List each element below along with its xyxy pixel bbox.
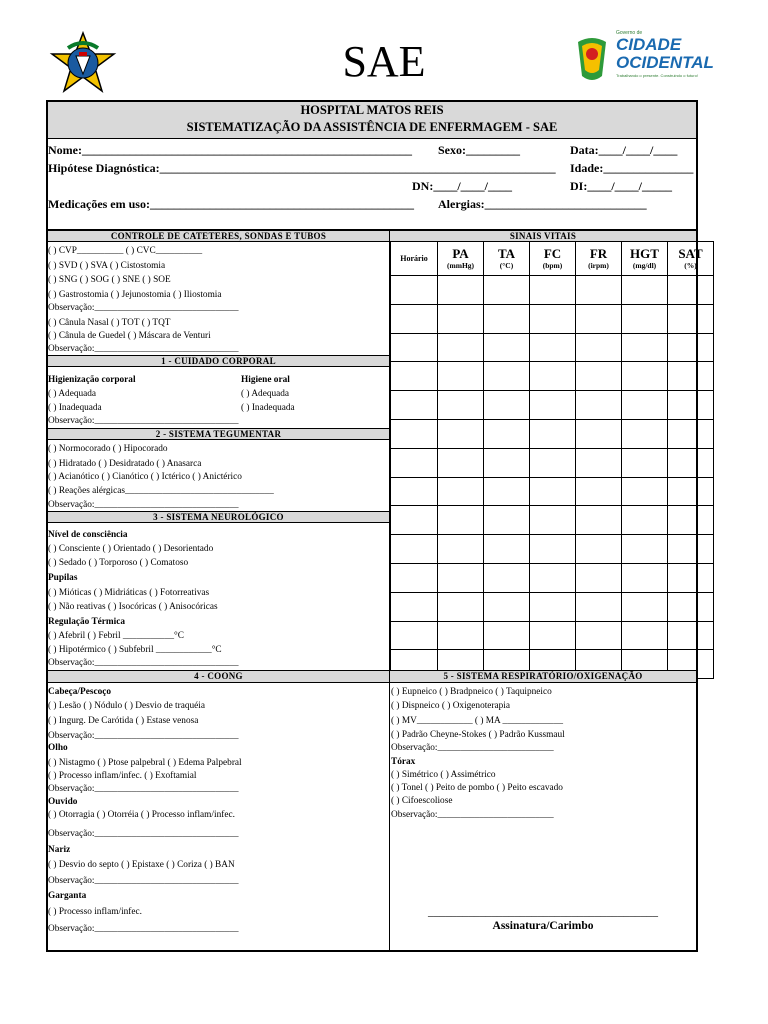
resp-observacao-1[interactable]: Observação:_________________________ <box>391 743 554 753</box>
cabeca-pescoco-label: Cabeça/Pescoço <box>48 687 111 697</box>
coong-observacao-3[interactable]: Observação:_______________________________ <box>48 829 239 839</box>
vitais-cell[interactable] <box>530 477 576 506</box>
vitais-cell[interactable] <box>668 391 714 420</box>
vitais-fr-unit: (irpm) <box>588 261 609 270</box>
tegumentar-section-header: 2 - SISTEMA TEGUMENTAR <box>48 428 389 440</box>
sexo-field[interactable]: Sexo:_________ <box>438 143 520 157</box>
garganta-label: Garganta <box>48 891 87 901</box>
vitais-hgt-unit: (mg/dl) <box>632 261 657 270</box>
vitais-col-pa <box>438 242 484 276</box>
vitais-row <box>391 477 714 506</box>
neuro-line-2[interactable]: ( ) Sedado ( ) Torporoso ( ) Comatoso <box>48 558 189 568</box>
neuro-line-1[interactable]: ( ) Consciente ( ) Orientado ( ) Desorientado <box>48 544 214 554</box>
resp-line-4[interactable]: ( ) Padrão Cheyne-Stokes ( ) Padrão Kussmaul <box>391 730 565 740</box>
resp-line-2[interactable]: ( ) Dispneico ( ) Oxigenoterapia <box>391 701 511 711</box>
vitais-col-horario <box>391 242 438 276</box>
data-field[interactable]: Data:____/____/____ <box>570 143 678 157</box>
hig-oral-adequada[interactable]: ( ) Adequada <box>241 389 290 399</box>
vitais-cell[interactable] <box>484 419 530 448</box>
vitais-cell[interactable] <box>668 592 714 621</box>
vitais-cell[interactable] <box>530 391 576 420</box>
coong-observacao-2[interactable]: Observação:_______________________________ <box>48 784 239 794</box>
vitais-cell[interactable] <box>622 276 668 305</box>
vitais-cell[interactable] <box>576 477 622 506</box>
vitais-fc-unit: (bpm) <box>542 261 563 270</box>
vitais-cell[interactable] <box>668 535 714 564</box>
cuidado-section-header: 1 - CUIDADO CORPORAL <box>48 355 389 367</box>
vitais-row <box>391 304 714 333</box>
pupilas-label: Pupilas <box>48 573 78 583</box>
vitais-cell[interactable] <box>576 592 622 621</box>
vitais-cell[interactable] <box>438 592 484 621</box>
vitais-cell[interactable] <box>391 276 438 305</box>
vitais-cell[interactable] <box>622 362 668 391</box>
hig-corporal-adequada[interactable]: ( ) Adequada <box>48 389 97 399</box>
neuro-line-4[interactable]: ( ) Não reativas ( ) Isocóricas ( ) Anisocóricas <box>48 602 218 612</box>
vitais-row <box>391 621 714 650</box>
signature-label: Assinatura/Carimbo <box>492 920 594 932</box>
vitais-cell[interactable] <box>438 506 484 535</box>
vitais-cell[interactable] <box>391 333 438 362</box>
vitais-cell[interactable] <box>668 621 714 650</box>
vitais-cell[interactable] <box>622 535 668 564</box>
controle-line-1[interactable]: ( ) CVP__________ ( ) CVC__________ <box>48 246 203 256</box>
vitais-cell[interactable] <box>668 304 714 333</box>
vitais-cell[interactable] <box>438 448 484 477</box>
vitais-cell[interactable] <box>530 362 576 391</box>
vitais-row <box>391 419 714 448</box>
coong-olho-line-1[interactable]: ( ) Nistagmo ( ) Ptose palpebral ( ) Edema Palpebral <box>48 758 242 768</box>
vitais-cell[interactable] <box>576 276 622 305</box>
tegumentar-line-2[interactable]: ( ) Hidratado ( ) Desidratado ( ) Anasarca <box>48 459 202 469</box>
vitais-cell[interactable] <box>438 362 484 391</box>
controle-line-6[interactable]: ( ) Cânula de Guedel ( ) Máscara de Venturi <box>48 331 211 341</box>
coong-olho-line-2[interactable]: ( ) Processo inflam/infec. ( ) Exoftamial <box>48 771 197 781</box>
vitais-cell[interactable] <box>438 276 484 305</box>
vitais-cell[interactable] <box>668 477 714 506</box>
vitais-cell[interactable] <box>391 362 438 391</box>
vitais-row <box>391 391 714 420</box>
torax-line-2[interactable]: ( ) Tonel ( ) Peito de pombo ( ) Peito escavado <box>391 783 563 793</box>
vitais-cell[interactable] <box>438 477 484 506</box>
vitais-cell[interactable] <box>622 448 668 477</box>
vitais-cell[interactable] <box>576 506 622 535</box>
vitais-sat-unit: (%) <box>684 261 697 270</box>
vitais-cell[interactable] <box>668 276 714 305</box>
vitais-col-hgt <box>622 242 668 276</box>
logo-tagline: Trabalhando o presente. Construindo o futuro! <box>616 73 698 78</box>
hig-corporal-inadequada[interactable]: ( ) Inadequada <box>48 403 102 413</box>
hipotese-field[interactable]: Hipótese Diagnóstica:__________________________________________________________________ <box>48 161 556 175</box>
tegumentar-line-4[interactable]: ( ) Reações alérgicas________________________________ <box>48 486 274 496</box>
vitais-cell[interactable] <box>668 506 714 535</box>
vitais-cell[interactable] <box>668 362 714 391</box>
vitais-cell[interactable] <box>530 563 576 592</box>
cuidado-observacao[interactable]: Observação:_______________________________ <box>48 416 239 426</box>
vitais-cell[interactable] <box>530 276 576 305</box>
tegumentar-line-3[interactable]: ( ) Acianótico ( ) Cianótico ( ) Ictérico ( ) Anictérico <box>48 472 242 482</box>
torax-label: Tórax <box>391 757 416 767</box>
nivel-consciencia-label: Nível de consciência <box>48 530 128 540</box>
vitais-cell[interactable] <box>391 304 438 333</box>
vitais-cell[interactable] <box>576 448 622 477</box>
nariz-label: Nariz <box>48 845 71 855</box>
vitais-cell[interactable] <box>530 304 576 333</box>
controle-line-4[interactable]: ( ) Gastrostomia ( ) Jejunostomia ( ) Iliostomia <box>48 290 222 300</box>
vitais-cell[interactable] <box>438 333 484 362</box>
vitais-horario-label: Horário <box>400 254 428 263</box>
torax-line-3[interactable]: ( ) Cifoescoliose <box>391 796 453 806</box>
vitais-cell[interactable] <box>438 419 484 448</box>
vitais-cell[interactable] <box>484 304 530 333</box>
vitais-cell[interactable] <box>391 563 438 592</box>
vitais-cell[interactable] <box>576 362 622 391</box>
vitais-cell[interactable] <box>622 563 668 592</box>
page-title: SAE <box>342 37 426 86</box>
nome-field[interactable]: Nome:_______________________________________________________ <box>48 143 412 157</box>
vitais-col-ta <box>484 242 530 276</box>
vitais-row <box>391 276 714 305</box>
form-header <box>48 102 696 139</box>
sinais-vitais-header: SINAIS VITAIS <box>390 230 696 242</box>
vitais-cell[interactable] <box>484 592 530 621</box>
vitais-cell[interactable] <box>484 535 530 564</box>
vitais-cell[interactable] <box>668 563 714 592</box>
vitais-cell[interactable] <box>391 391 438 420</box>
resp-observacao-2[interactable]: Observação:_________________________ <box>391 810 554 820</box>
controle-line-5[interactable]: ( ) Cânula Nasal ( ) TOT ( ) TQT <box>48 318 171 328</box>
neuro-observacao[interactable]: Observação:_______________________________ <box>48 658 239 668</box>
vitais-row <box>391 506 714 535</box>
vitais-row <box>391 333 714 362</box>
tegumentar-line-1[interactable]: ( ) Normocorado ( ) Hipocorado <box>48 444 168 454</box>
vitais-fc-label: FC <box>543 246 562 261</box>
vitais-cell[interactable] <box>484 506 530 535</box>
vitais-cell[interactable] <box>530 535 576 564</box>
vitais-ta-unit: (°C) <box>499 261 514 270</box>
vitais-fr-label: FR <box>589 246 608 261</box>
coong-cabeca-line-2[interactable]: ( ) Ingurg. De Carótida ( ) Estase venosa <box>48 716 199 726</box>
vitais-cell[interactable] <box>530 419 576 448</box>
vitais-cell[interactable] <box>438 535 484 564</box>
vitais-cell[interactable] <box>438 391 484 420</box>
hig-corporal-label: Higienização corporal <box>48 375 136 385</box>
vitais-cell[interactable] <box>530 506 576 535</box>
logo-text-cidade: CIDADE <box>616 35 682 54</box>
vitais-col-fr <box>576 242 622 276</box>
coong-cabeca-line-1[interactable]: ( ) Lesão ( ) Nódulo ( ) Desvio de traquéia <box>48 701 205 711</box>
vitais-cell[interactable] <box>576 391 622 420</box>
vitais-row <box>391 448 714 477</box>
vitais-cell[interactable] <box>622 391 668 420</box>
neuro-line-3[interactable]: ( ) Mióticas ( ) Midriáticas ( ) Fotorreativas <box>48 588 210 598</box>
vitais-cell[interactable] <box>530 621 576 650</box>
vitais-row <box>391 535 714 564</box>
neuro-line-6[interactable]: ( ) Hipotérmico ( ) Subfebril ____________°C <box>48 645 222 655</box>
vitais-cell[interactable] <box>622 304 668 333</box>
vitais-cell[interactable] <box>391 506 438 535</box>
vitais-row <box>391 362 714 391</box>
vitais-cell[interactable] <box>484 276 530 305</box>
vitais-cell[interactable] <box>530 592 576 621</box>
vitais-cell[interactable] <box>576 304 622 333</box>
vitais-cell[interactable] <box>484 391 530 420</box>
neurologico-section-header: 3 - SISTEMA NEUROLÓGICO <box>48 511 389 523</box>
controle-line-2[interactable]: ( ) SVD ( ) SVA ( ) Cistostomia <box>48 261 166 271</box>
hospital-name: HOSPITAL MATOS REIS <box>300 103 444 117</box>
vitais-cell[interactable] <box>576 621 622 650</box>
torax-line-1[interactable]: ( ) Simétrico ( ) Assimétrico <box>391 770 496 780</box>
vitais-cell[interactable] <box>576 535 622 564</box>
regulacao-termica-label: Regulação Térmica <box>48 617 126 627</box>
resp-line-1[interactable]: ( ) Eupneico ( ) Bradpneico ( ) Taquipneico <box>391 687 552 697</box>
controle-section-header: CONTROLE DE CATETERES, SONDAS E TUBOS <box>48 230 389 242</box>
vitais-cell[interactable] <box>484 362 530 391</box>
vitais-cell[interactable] <box>530 448 576 477</box>
vitais-row <box>391 563 714 592</box>
vitais-cell[interactable] <box>484 333 530 362</box>
coong-observacao-1[interactable]: Observação:_______________________________ <box>48 731 239 741</box>
vitais-cell[interactable] <box>484 621 530 650</box>
form-subtitle: SISTEMATIZAÇÃO DA ASSISTÊNCIA DE ENFERMAGEM - SAE <box>186 120 558 134</box>
vitais-cell[interactable] <box>668 448 714 477</box>
vitais-col-fc <box>530 242 576 276</box>
vitais-cell[interactable] <box>438 621 484 650</box>
hig-oral-label: Higiene oral <box>241 375 290 385</box>
controle-observacao-1[interactable]: Observação:_______________________________ <box>48 303 239 313</box>
dn-field[interactable]: DN:____/____/____ <box>412 179 512 193</box>
vitais-cell[interactable] <box>622 621 668 650</box>
di-field[interactable]: DI:____/____/_____ <box>570 179 672 193</box>
vitais-sat-label: SAT <box>678 246 703 261</box>
vitais-col-sat <box>668 242 714 276</box>
vitais-cell[interactable] <box>530 333 576 362</box>
ouvido-label: Ouvido <box>48 797 78 807</box>
vitais-cell[interactable] <box>576 333 622 362</box>
olho-label: Olho <box>48 743 68 753</box>
coong-section-header: 4 - COONG <box>48 670 389 683</box>
logo-small-text: Governo de <box>616 30 643 36</box>
coong-observacao-5[interactable]: Observação:_______________________________ <box>48 924 239 934</box>
logo-text-ocidental: OCIDENTAL <box>616 53 714 72</box>
tegumentar-observacao[interactable]: Observação:_______________________________ <box>48 500 239 510</box>
vitais-cell[interactable] <box>391 621 438 650</box>
vitais-cell[interactable] <box>668 419 714 448</box>
resp-line-3[interactable]: ( ) MV____________ ( ) MA _____________ <box>391 716 563 726</box>
vitais-cell[interactable] <box>576 419 622 448</box>
vitais-cell[interactable] <box>576 563 622 592</box>
vitais-cell[interactable] <box>484 563 530 592</box>
vitais-cell[interactable] <box>391 419 438 448</box>
vitais-hgt-label: HGT <box>630 246 659 261</box>
coong-ouvido-line-1[interactable]: ( ) Otorragia ( ) Otorréia ( ) Processo inflam/infec. <box>48 810 235 820</box>
idade-field[interactable]: Idade:_______________ <box>570 161 694 175</box>
signature-line[interactable]: ________________________________________ <box>428 906 658 918</box>
vitais-cell[interactable] <box>622 333 668 362</box>
vitais-ta-label: TA <box>497 246 516 261</box>
vitais-cell[interactable] <box>391 535 438 564</box>
sinais-vitais-table <box>390 241 714 679</box>
vitais-cell[interactable] <box>622 592 668 621</box>
vitais-cell[interactable] <box>438 304 484 333</box>
controle-line-3[interactable]: ( ) SNG ( ) SOG ( ) SNE ( ) SOE <box>48 275 171 285</box>
cidade-ocidental-logo <box>570 30 714 90</box>
vitais-cell[interactable] <box>622 477 668 506</box>
coong-garganta-line-1[interactable]: ( ) Processo inflam/infec. <box>48 907 142 917</box>
neuro-line-5[interactable]: ( ) Afebril ( ) Febril ___________°C <box>48 631 184 641</box>
coong-nariz-line-1[interactable]: ( ) Desvio do septo ( ) Epistaxe ( ) Coriza ( ) BAN <box>48 860 235 870</box>
hig-oral-inadequada[interactable]: ( ) Inadequada <box>241 403 295 413</box>
cidade-ocidental-emblem-icon <box>572 32 612 86</box>
vitais-cell[interactable] <box>438 563 484 592</box>
vitais-row <box>391 592 714 621</box>
medicacoes-field[interactable]: Medicações em uso:____________________________________________ <box>48 197 414 211</box>
vitais-cell[interactable] <box>622 419 668 448</box>
vitais-pa-label: PA <box>452 246 469 261</box>
vitais-cell[interactable] <box>484 477 530 506</box>
vitais-cell[interactable] <box>391 592 438 621</box>
vitais-cell[interactable] <box>484 448 530 477</box>
alergias-field[interactable]: Alergias:___________________________ <box>438 197 647 211</box>
coong-observacao-4[interactable]: Observação:_______________________________ <box>48 876 239 886</box>
vitais-cell[interactable] <box>622 506 668 535</box>
vitais-cell[interactable] <box>391 477 438 506</box>
controle-observacao-2[interactable]: Observação:_______________________________ <box>48 344 239 354</box>
respiratorio-section-header: 5 - SISTEMA RESPIRATÓRIO/OXIGENAÇÃO <box>390 670 696 683</box>
vitais-cell[interactable] <box>391 448 438 477</box>
vitais-pa-unit: (mmHg) <box>446 261 475 270</box>
vitais-cell[interactable] <box>668 333 714 362</box>
